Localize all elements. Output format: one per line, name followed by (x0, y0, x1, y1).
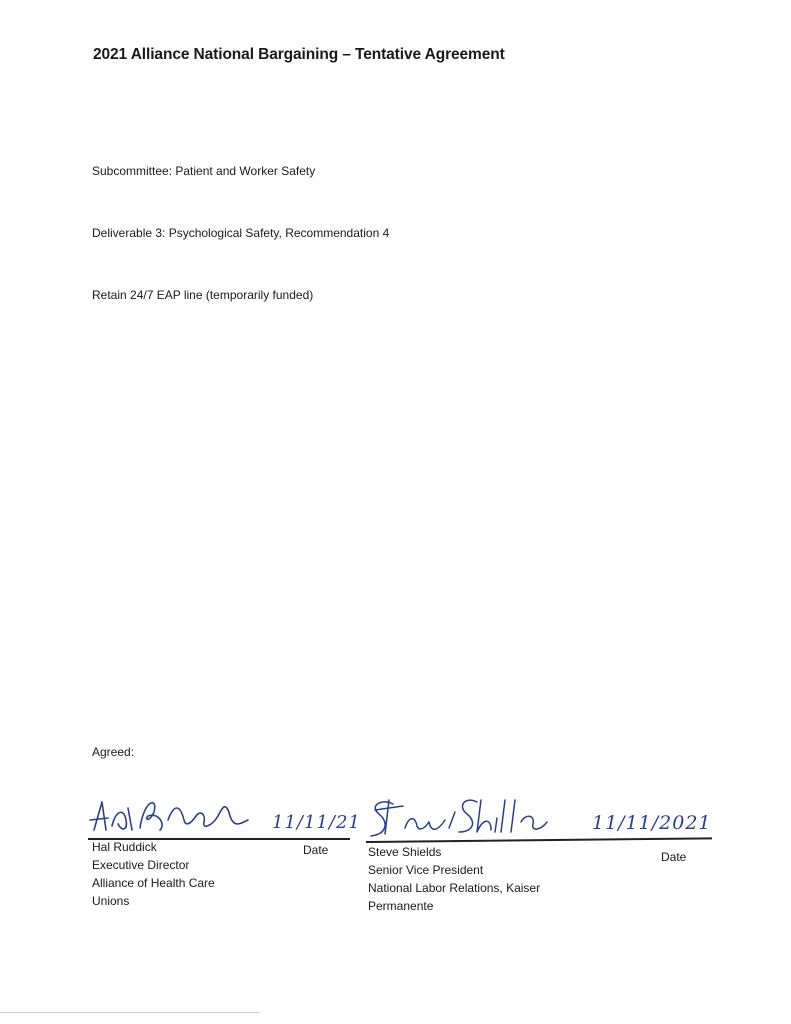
date-label-left: Date (303, 843, 329, 857)
scan-edge-line (0, 1012, 260, 1013)
hal-ruddick-handwritten-date: 11/11/21 (272, 812, 361, 833)
deliverable-line: Deliverable 3: Psychological Safety, Recommendation 4 (92, 226, 390, 240)
signatory-organization: National Labor Relations, Kaiser (368, 881, 541, 895)
hal-ruddick-signature (88, 790, 263, 840)
signatory-name: Steve Shields (368, 845, 442, 859)
signatory-organization: Alliance of Health Care (92, 876, 215, 890)
signatory-organization-cont: Unions (92, 894, 130, 908)
steve-shields-signature (365, 792, 555, 844)
agreement-item: Retain 24/7 EAP line (temporarily funded) (92, 288, 314, 302)
date-label-right: Date (661, 850, 687, 864)
subcommittee-line: Subcommittee: Patient and Worker Safety (92, 164, 316, 178)
agreed-label: Agreed: (92, 745, 135, 759)
signatory-name: Hal Ruddick (92, 840, 157, 854)
signatory-block-left (92, 838, 215, 910)
signatory-title: Executive Director (92, 858, 190, 872)
signatory-block-right (368, 843, 540, 915)
signatory-title: Senior Vice President (368, 863, 484, 877)
signatory-organization-cont: Permanente (368, 899, 434, 913)
steve-shields-handwritten-date: 11/11/2021 (592, 812, 712, 834)
document-title: 2021 Alliance National Bargaining – Tentative Agreement (93, 46, 505, 63)
